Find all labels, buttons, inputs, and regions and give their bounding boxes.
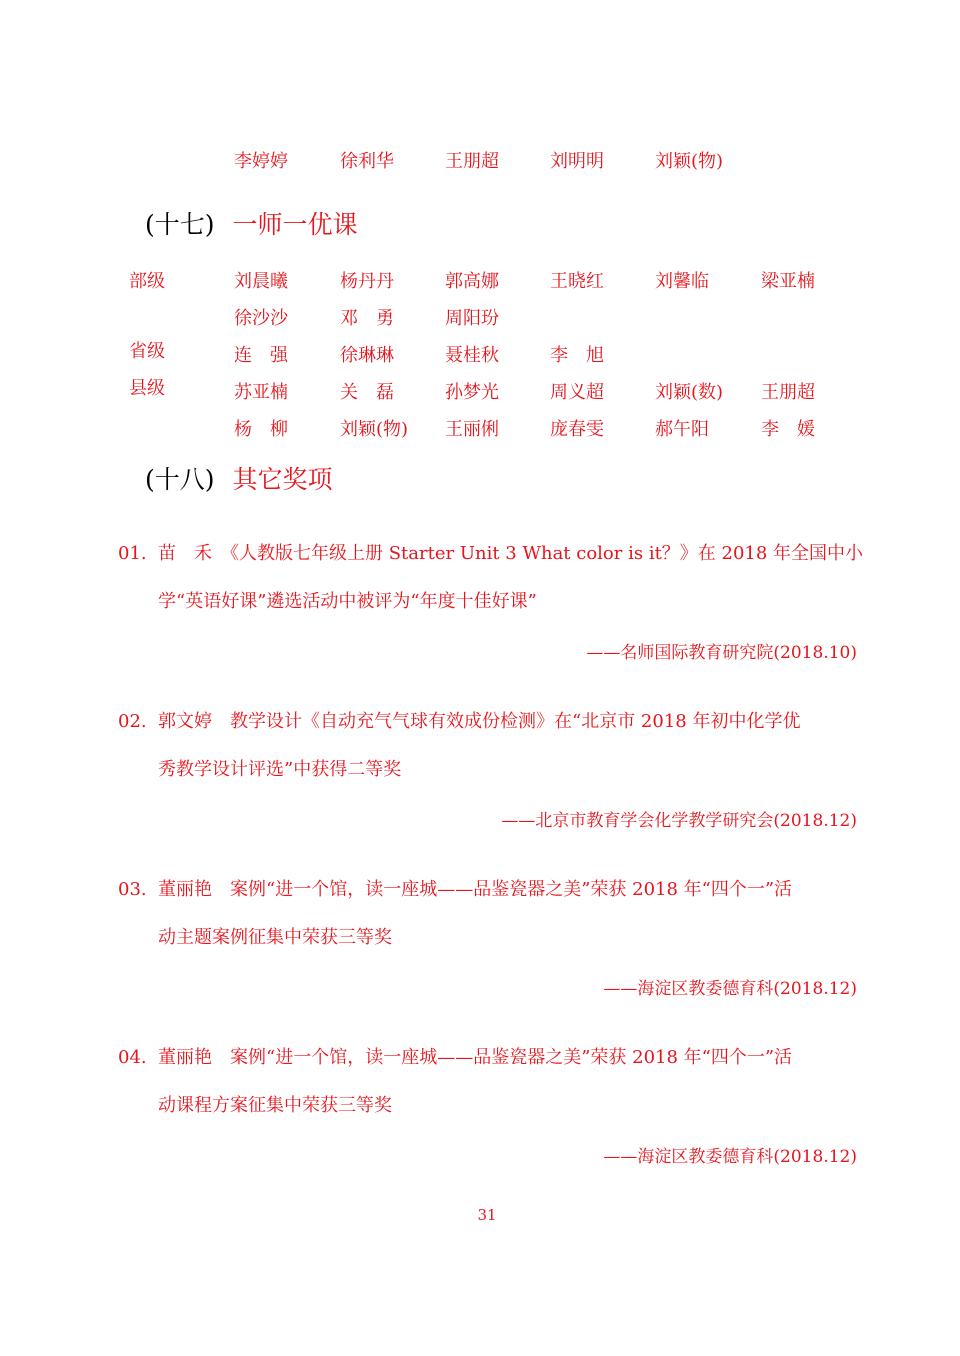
name-cell: 李婷婷 (234, 151, 288, 172)
name-cell: 王晓红 (550, 271, 604, 292)
name-cell: 郭高娜 (445, 271, 499, 292)
item-number: 03. (118, 879, 147, 900)
name-cell: 周阳玢 (445, 308, 499, 329)
name-cell: 王朋超 (445, 151, 499, 172)
award-item (118, 698, 860, 794)
name-cell: 刘明明 (550, 151, 604, 172)
name-cell: 李 旭 (550, 345, 604, 366)
item-number: 02. (118, 711, 147, 732)
name-cell: 关 磊 (340, 382, 394, 403)
name-cell: 杨丹丹 (340, 271, 394, 292)
award-item (118, 530, 864, 626)
name-cell: 郝午阳 (655, 419, 709, 440)
award-source: ——名师国际教育研究院(2018.10) (586, 643, 857, 663)
item-text: 郭文婷 教学设计《自动充气气球有效成份检测》在“北京市 2018 年初中化学优 (158, 711, 801, 732)
section-title: 其它奖项 (232, 465, 333, 494)
name-cell: 刘馨临 (655, 271, 709, 292)
level-label-province: 省级 (129, 341, 165, 362)
item-text: 董丽艳 案例“进一个馆，读一座城——品鉴瓷器之美”荣获 2018 年“四个一”活 (158, 1047, 793, 1068)
name-cell: 徐利华 (340, 151, 394, 172)
name-cell: 苏亚楠 (234, 382, 288, 403)
section-17-heading (145, 208, 358, 242)
name-cell: 刘颖(物) (340, 419, 409, 440)
name-cell: 孙梦光 (445, 382, 499, 403)
name-cell: 周义超 (550, 382, 604, 403)
name-cell: 杨 柳 (234, 419, 288, 440)
name-cell: 刘颖(物) (655, 151, 724, 172)
name-cell: 聂桂秋 (445, 345, 499, 366)
name-cell: 庞春雯 (550, 419, 604, 440)
name-cell: 连 强 (234, 345, 288, 366)
item-text-cont: 学“英语好课”遴选活动中被评为“年度十佳好课” (158, 591, 537, 612)
item-text: 董丽艳 案例“进一个馆，读一座城——品鉴瓷器之美”荣获 2018 年“四个一”活 (158, 879, 793, 900)
name-cell: 徐沙沙 (234, 308, 288, 329)
name-cell: 李 媛 (761, 419, 815, 440)
award-item (118, 1034, 860, 1130)
award-source: ——海淀区教委德育科(2018.12) (603, 979, 857, 999)
name-cell: 刘颖(数) (655, 382, 724, 403)
item-text-cont: 动课程方案征集中荣获三等奖 (158, 1095, 392, 1116)
award-source: ——北京市教育学会化学教学研究会(2018.12) (501, 811, 857, 831)
award-item (118, 866, 860, 962)
section-title: 一师一优课 (232, 210, 358, 239)
section-18-heading (145, 463, 333, 497)
level-label-ministry: 部级 (129, 271, 165, 292)
name-cell: 邓 勇 (340, 308, 394, 329)
name-cell: 王丽俐 (445, 419, 499, 440)
section-number: (十八) (145, 465, 215, 494)
item-text-cont: 动主题案例征集中荣获三等奖 (158, 927, 392, 948)
section-number: (十七) (145, 210, 215, 239)
name-cell: 梁亚楠 (761, 271, 815, 292)
level-label-county: 县级 (129, 378, 165, 399)
item-number: 04. (118, 1047, 147, 1068)
name-cell: 王朋超 (761, 382, 815, 403)
item-text-cont: 秀教学设计评选”中获得二等奖 (158, 759, 402, 780)
name-cell: 刘晨曦 (234, 271, 288, 292)
item-number: 01. (118, 543, 147, 564)
award-source: ——海淀区教委德育科(2018.12) (603, 1147, 857, 1167)
item-text: 苗 禾 《人教版七年级上册 Starter Unit 3 What color is it？》在 2018 年全国中小 (158, 543, 864, 564)
page-number: 31 (477, 1206, 497, 1224)
name-cell: 徐琳琳 (340, 345, 394, 366)
